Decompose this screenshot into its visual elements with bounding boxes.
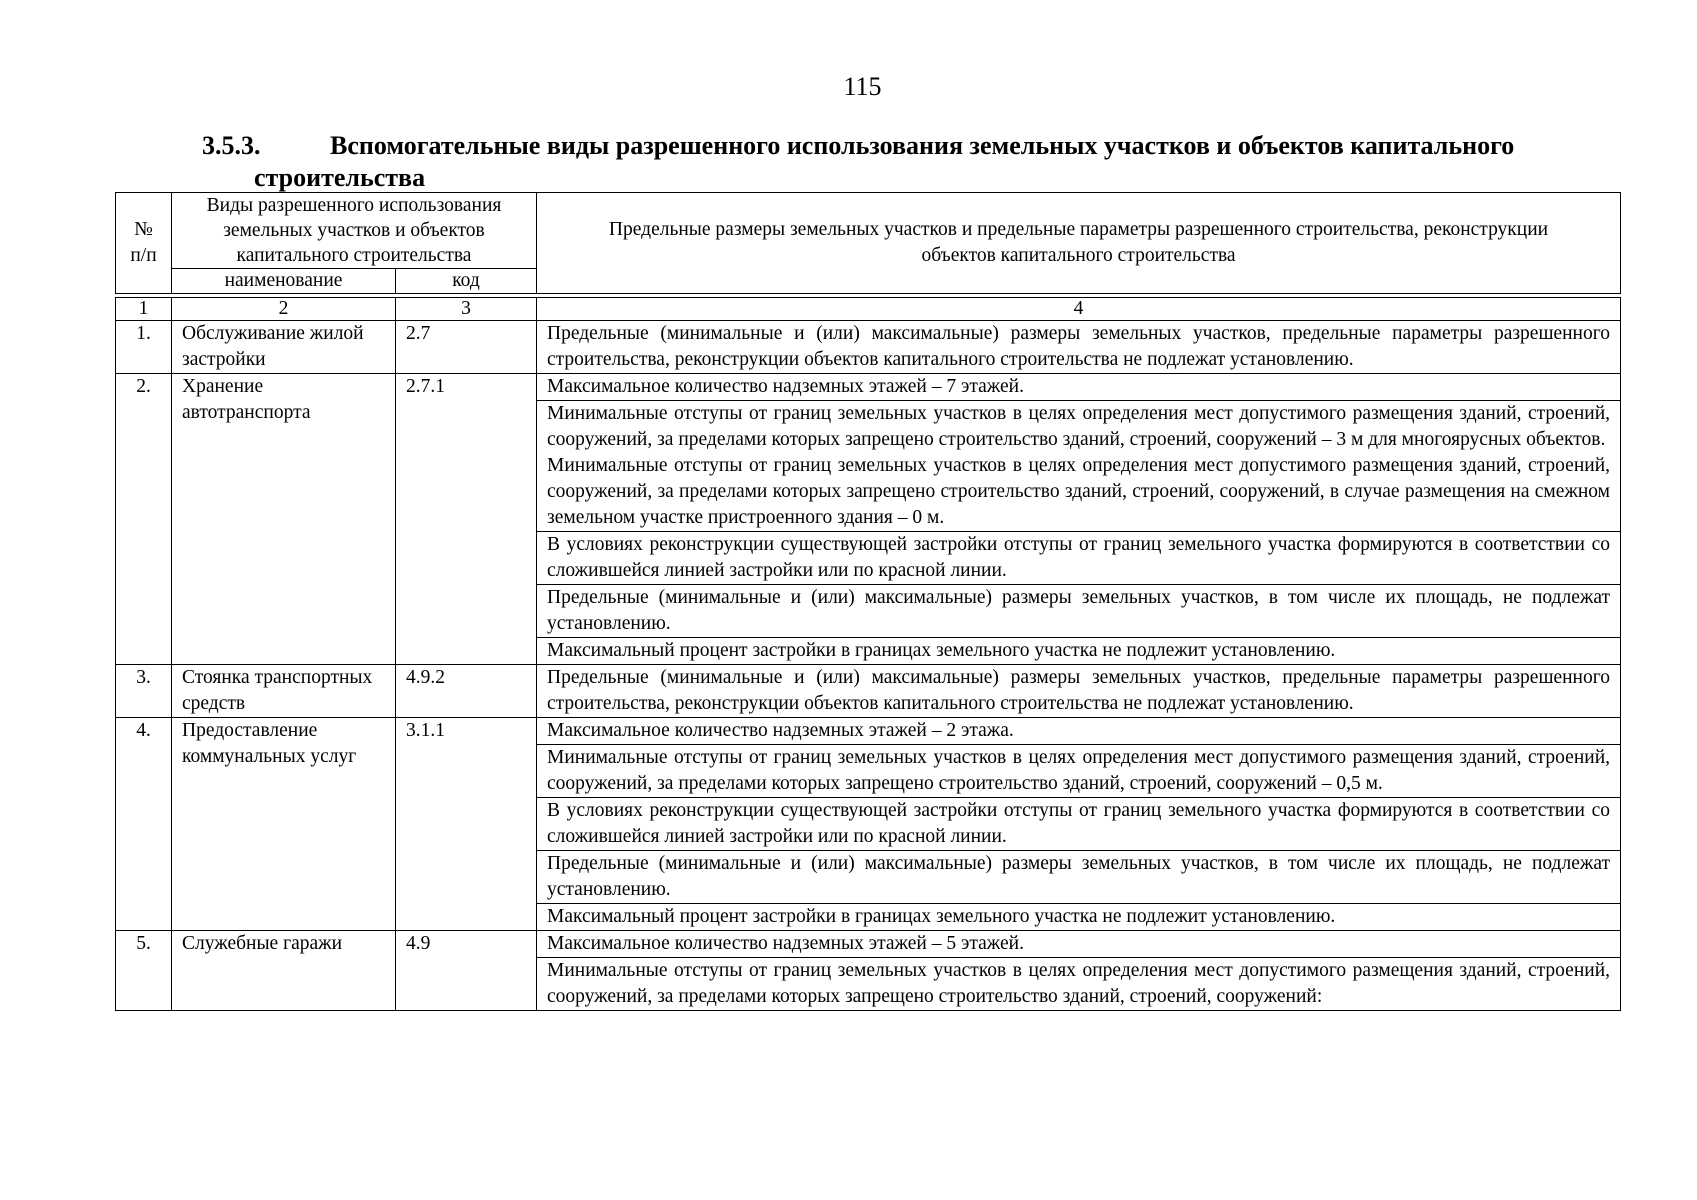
row-parameter [537, 931, 1621, 958]
table-row [116, 665, 1621, 718]
column-number: 3 [396, 298, 537, 321]
column-number: 2 [172, 298, 396, 321]
row-parameter [537, 745, 1621, 798]
header-params: Предельные размеры земельных участков и предельные параметры разрешенного строительства, реконструкции объектов капитального строительства [537, 193, 1621, 294]
table-row [116, 931, 1621, 958]
row-name: Стоянка транспортных средств [172, 665, 396, 718]
row-number: 1. [116, 321, 172, 374]
row-parameter-paragraph: Предельные (минимальные и (или) максимальные) размеры земельных участков, предельные параметры разрешенного строительства, реконструкции объектов капитального строительства не подлежат установлению. [547, 667, 1611, 714]
column-number: 4 [537, 298, 1621, 321]
row-parameter-paragraph: Минимальные отступы от границ земельных участков в целях определения мест допустимого размещения зданий, строений, сооружений, за пределами которых запрещено строительство зданий, строений, сооружений, в случае размещения на смежном земельном участке пристроенного здания – 0 м. [547, 455, 1611, 528]
table-body [116, 321, 1621, 1011]
row-parameter-paragraph: Максимальное количество надземных этажей – 7 этажей. [547, 376, 1024, 397]
column-numbers-row [116, 298, 1621, 321]
header-name: наименование [172, 269, 396, 294]
row-parameter [537, 585, 1621, 638]
row-parameter [537, 374, 1621, 401]
row-parameter [537, 851, 1621, 904]
row-parameter-paragraph: Максимальное количество надземных этажей – 5 этажей. [547, 933, 1024, 954]
section-number: 3.5.3. [202, 131, 261, 160]
row-parameter-paragraph: Максимальный процент застройки в границах земельного участка не подлежит установлению. [547, 640, 1336, 661]
regulations-table [115, 192, 1621, 1011]
header-kinds: Виды разрешенного использования земельных участков и объектов капитального строительства [172, 193, 537, 269]
row-parameter [537, 718, 1621, 745]
row-parameter [537, 401, 1621, 532]
row-parameter-paragraph: В условиях реконструкции существующей застройки отступы от границ земельного участка формируются в соответствии со сложившейся линией застройки или по красной линии. [547, 800, 1611, 847]
row-parameter [537, 665, 1621, 718]
row-name: Обслуживание жилой застройки [172, 321, 396, 374]
row-code: 4.9 [396, 931, 537, 1011]
row-name: Служебные гаражи [172, 931, 396, 1011]
row-parameter [537, 321, 1621, 374]
header-num: № п/п [116, 193, 172, 294]
row-number: 3. [116, 665, 172, 718]
row-parameter-paragraph: Минимальные отступы от границ земельных участков в целях определения мест допустимого размещения зданий, строений, сооружений, за пределами которых запрещено строительство зданий, строений, сооружений: [547, 960, 1611, 1007]
row-parameter [537, 958, 1621, 1011]
row-name: Хранение автотранспорта [172, 374, 396, 665]
row-parameter [537, 904, 1621, 931]
row-parameter [537, 638, 1621, 665]
row-number: 2. [116, 374, 172, 665]
table-row [116, 718, 1621, 745]
table-header-row [116, 193, 1621, 269]
row-code: 4.9.2 [396, 665, 537, 718]
column-number: 1 [116, 298, 172, 321]
table-row [116, 321, 1621, 374]
row-parameter-paragraph: Предельные (минимальные и (или) максимальные) размеры земельных участков, в том числе их площадь, не подлежат установлению. [547, 587, 1611, 634]
row-parameter [537, 798, 1621, 851]
section-heading [202, 130, 1622, 194]
row-code: 2.7 [396, 321, 537, 374]
row-parameter-paragraph: Предельные (минимальные и (или) максимальные) размеры земельных участков, предельные параметры разрешенного строительства, реконструкции объектов капитального строительства не подлежат установлению. [547, 323, 1611, 370]
row-parameter-paragraph: Предельные (минимальные и (или) максимальные) размеры земельных участков, в том числе их площадь, не подлежат установлению. [547, 853, 1611, 900]
row-number: 4. [116, 718, 172, 931]
row-code: 2.7.1 [396, 374, 537, 665]
row-name: Предоставление коммунальных услуг [172, 718, 396, 931]
section-title-line1: Вспомогательные виды разрешенного использования земельных участков и объектов капитального [330, 131, 1515, 160]
row-parameter [537, 532, 1621, 585]
header-code: код [396, 269, 537, 294]
table-row [116, 374, 1621, 401]
section-title-line2: строительства [254, 163, 426, 192]
row-parameter-paragraph: Минимальные отступы от границ земельных участков в целях определения мест допустимого размещения зданий, строений, сооружений, за пределами которых запрещено строительство зданий, строений, сооружений – 3 м для многоярусных объектов. [547, 403, 1611, 450]
row-parameter-paragraph: Максимальное количество надземных этажей – 2 этажа. [547, 720, 1014, 741]
row-number: 5. [116, 931, 172, 1011]
row-code: 3.1.1 [396, 718, 537, 931]
row-parameter-paragraph: В условиях реконструкции существующей застройки отступы от границ земельного участка формируются в соответствии со сложившейся линией застройки или по красной линии. [547, 534, 1611, 581]
page-number: 115 [843, 72, 882, 101]
row-parameter-paragraph: Максимальный процент застройки в границах земельного участка не подлежит установлению. [547, 906, 1336, 927]
row-parameter-paragraph: Минимальные отступы от границ земельных участков в целях определения мест допустимого размещения зданий, строений, сооружений, за пределами которых запрещено строительство зданий, строений, сооружений – 0,5 м. [547, 747, 1611, 794]
